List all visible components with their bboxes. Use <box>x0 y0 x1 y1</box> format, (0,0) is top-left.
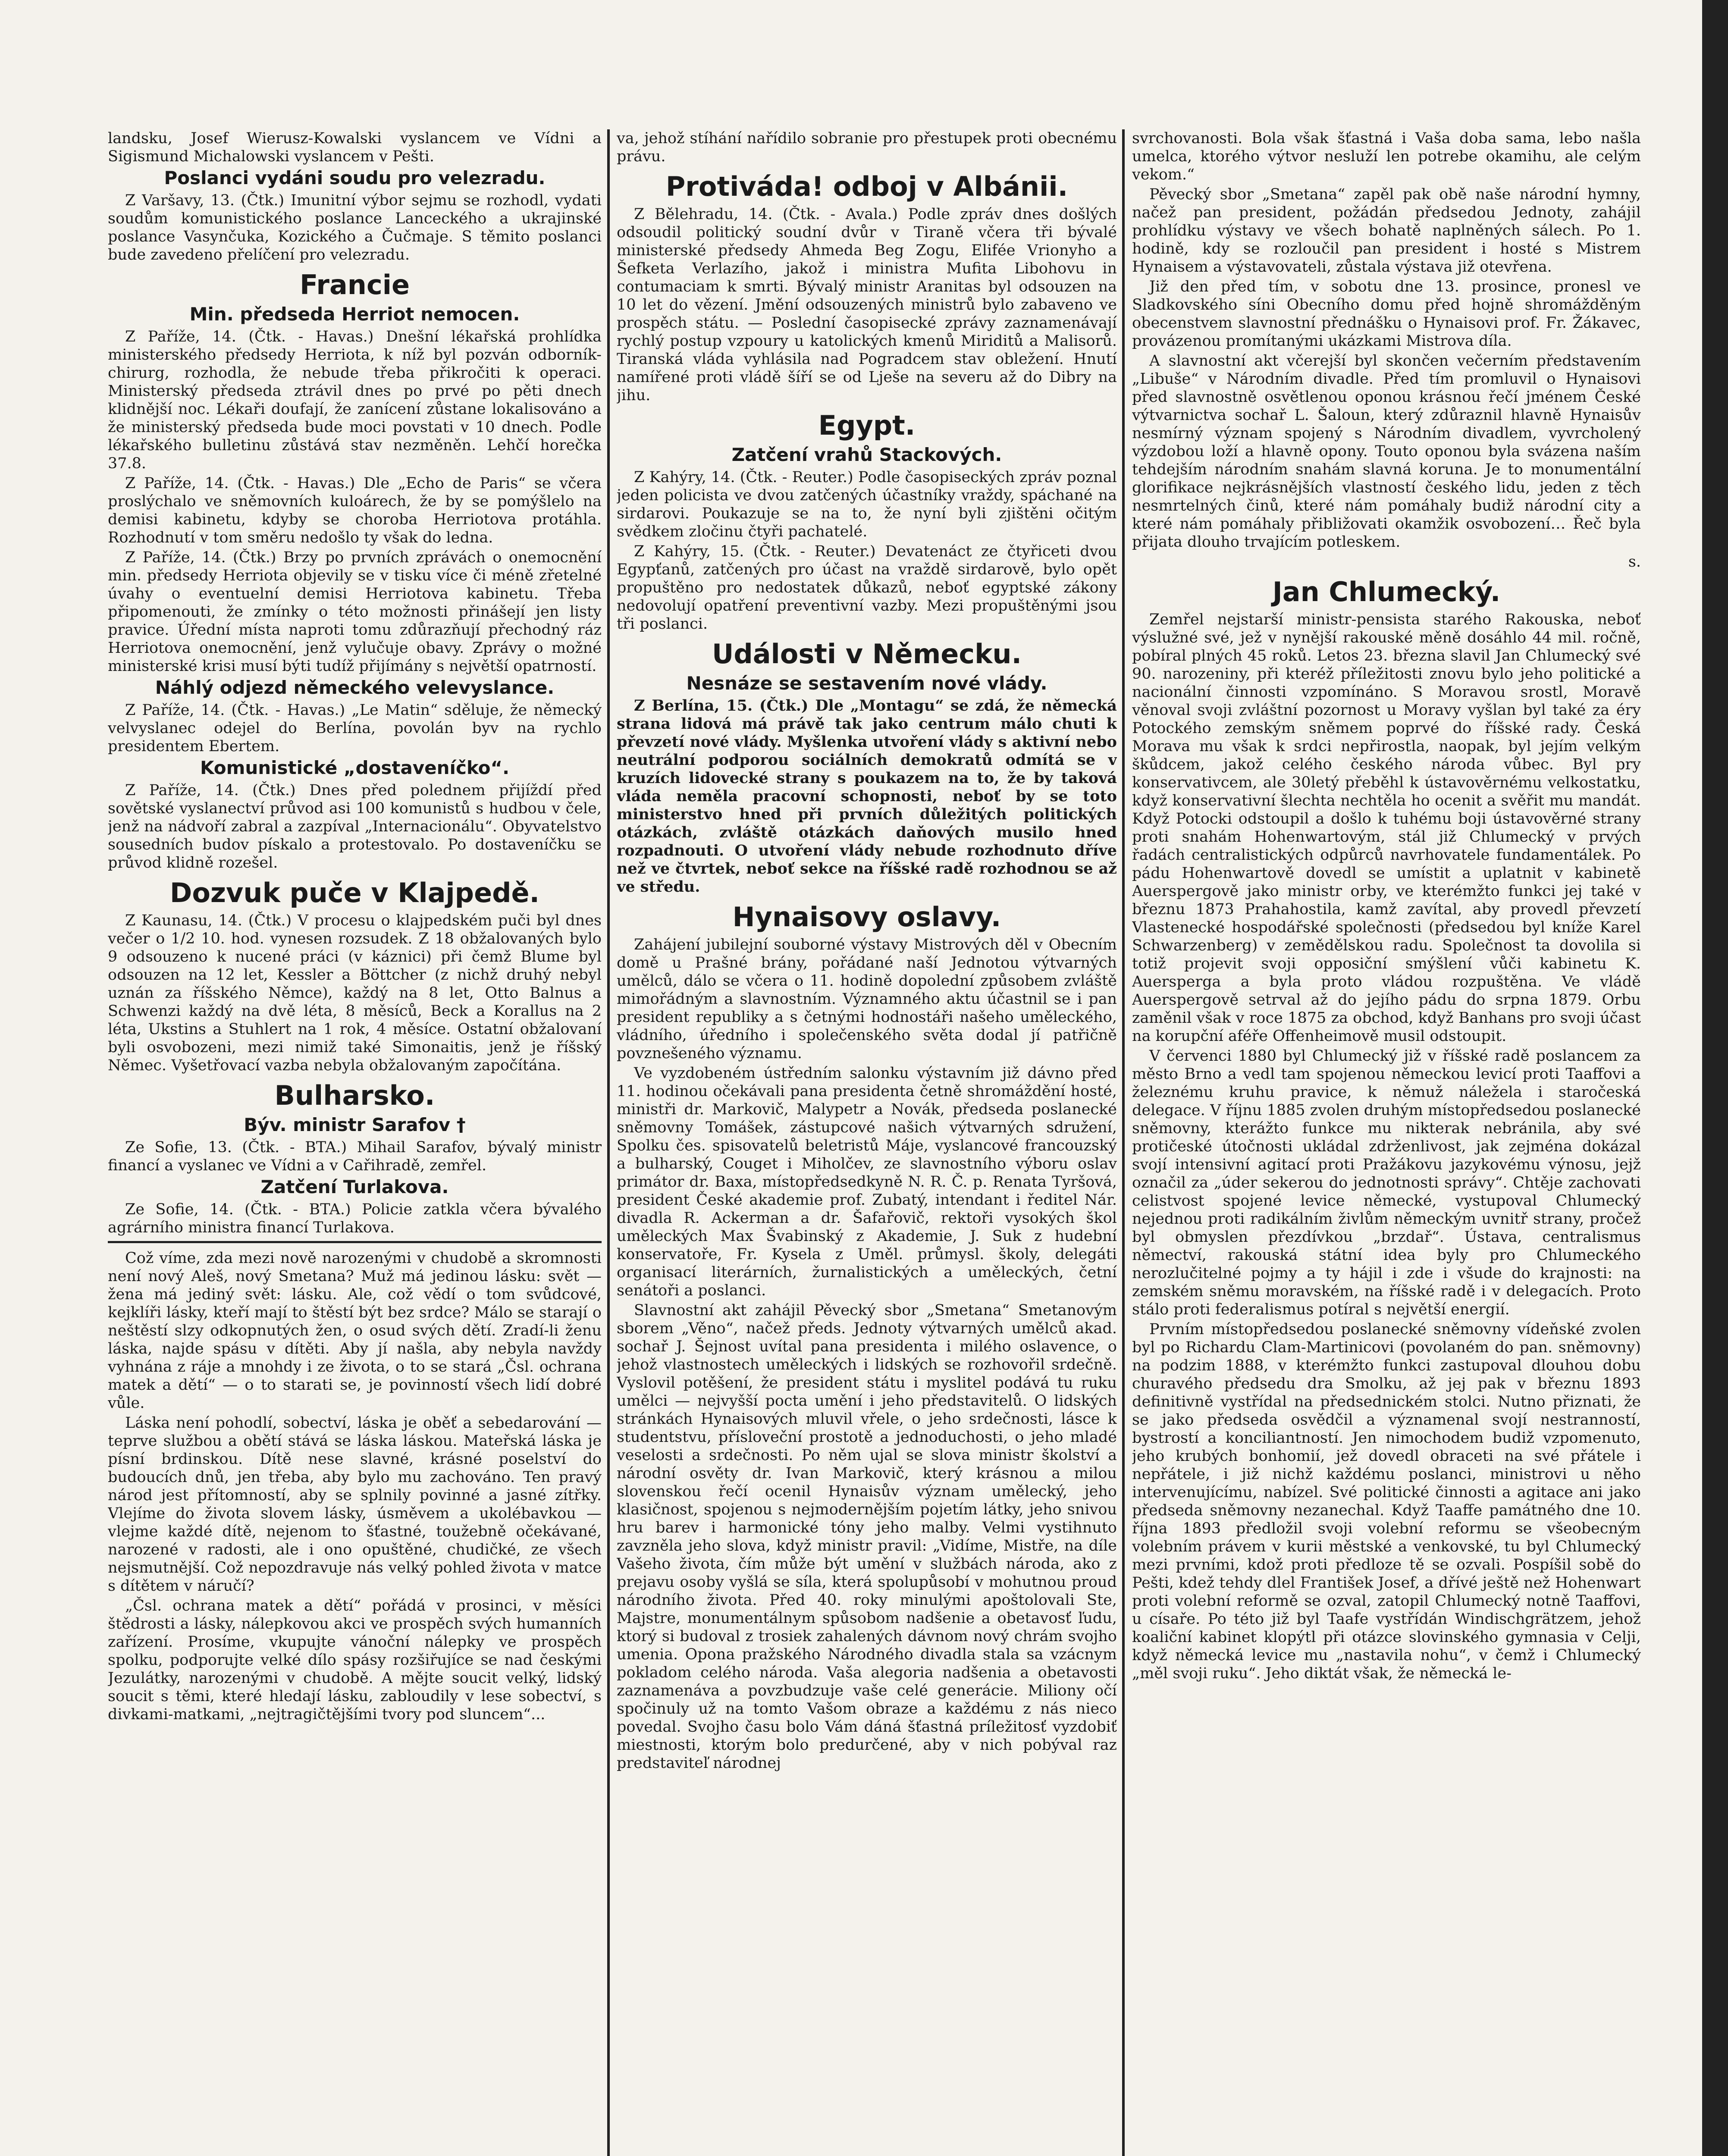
scan-edge <box>1702 0 1728 2156</box>
article-text: Z Paříže, 14. (Čtk. - Havas.) „Le Matin“ sděluje, že německý velvyslanec odejel do Berlína, povolán byv na rychlo presidentem Ebertem. <box>108 702 602 755</box>
section-subheading: Náhlý odjezd německého velevyslance. <box>155 677 555 698</box>
article-text: Z Berlína, 15. (Čtk.) Dle „Montagu“ se zdá, že německá strana lidová má právě tak jako centrum málo chuti k převzetí nové vlády. Myšlenka utvoření vlády s aktivní nebo neutrální podporou sociálních demokratů odmítá se v kruzích lidovecké strany s poukazem na to, že by taková vláda neměla pracovní schopnosti, neboť by se toto ministerstvo hned při prvních důležitých politických otázkách, zvláště otázkách daňových musilo hned rozpadnouti. O utvoření vlády nebude rozhodnuto dříve než ve čtvrtek, neboť sekce na říšské radě rozhodnou se až ve středu. <box>617 697 1117 896</box>
article-text: Ze Sofie, 13. (Čtk. - BTA.) Mihail Sarafov, bývalý ministr financí a vyslanec ve Vídni a v Cařihradě, zemřel. <box>108 1139 602 1174</box>
article-text: Z Kahýry, 14. (Čtk. - Reuter.) Podle časopiseckých zpráv poznal jeden policista ve dvou zatčených účastníky vraždy, spáchané na sirdarovi. Poukazuje se na to, že nyní byli zjištěni očitým svědkem zločinu čtyři pachatelé. <box>617 469 1117 540</box>
article-text: Již den před tím, v sobotu dne 13. prosince, pronesl ve Sladkovského síni Obecního domu před hojně shromážděným obecenstvem slavnostní přednášku o Hynaisovi prof. Fr. Žákavec, provázenou promítanými ukázkami Mistrova díla. <box>1132 278 1641 350</box>
section-heading: Protiváda! odboj v Albánii. <box>665 171 1068 202</box>
article-text: Z Kahýry, 15. (Čtk. - Reuter.) Devatenáct ze čtyřiceti dvou Egypťanů, zatčených pro účast na vraždě sirdarově, bylo opět propuštěno pro nedostatek důkazů, neboť egyptské zákony nedovolují opatření preventivní vazby. Mezi propuštěnými jsou tři poslanci. <box>617 543 1117 633</box>
section-subheading: Býv. ministr Sarafov † <box>244 1114 466 1135</box>
article-text: Z Paříže, 14. (Čtk. - Havas.) Dle „Echo de Paris“ se včera proslýchalo ve sněmovních kuloárech, že by se pomýšlelo na demisi kabinetu, kdyby se choroba Herriotova protáhla. Rozhodnutí v tom směru nedošlo ty však do ledna. <box>108 475 602 546</box>
section-heading: Dozvuk puče v Klajpedě. <box>169 877 540 909</box>
article-text: Ze Sofie, 14. (Čtk. - BTA.) Policie zatkla včera bývalého agrárního ministra financí Turlakova. <box>108 1201 602 1236</box>
column-rule-left <box>607 129 610 2156</box>
article-text: Pěvecký sbor „Smetana“ zapěl pak obě naše národní hymny, načež pan president, požádán předsedou Jednoty, zahájil prohlídku výstavy ve všech bohatě naplněných sálech. Po 1. hodině, kdy se rozloučil pan president i hosté s Mistrem Hynaisem a výstavovateli, zůstala výstava již otevřena. <box>1132 186 1641 276</box>
section-heading: Egypt. <box>818 410 916 441</box>
article-text: Prvním místopředsedou poslanecké sněmovny vídeňské zvolen byl po Richardu Clam-Martinicovi (povolaném do pan. sněmovny) na podzim 1888, v kterémžto funkci zastupoval dlouhou dobu churavého předsedu dra Smolku, až jej pak v březnu 1893 definitivně vystřídal na předsednickém stolci. Nutno přiznati, že se jako předseda osvědčil a významenal svojí nestranností, bystrostí a konciliantností. Jen nimochodem budiž vzpomenuto, jeho krubých bonhomií, jež dovedl obraceti na své přátele i nepřátele, i již nichž každému poslanci, ministrovi u něho intervenujícímu, nabízel. Své politické činnosti a agitace ani jako předseda sněmovny nezanechal. Když Taaffe památného dne 10. října 1893 předložil svoji volební reformu se všeobecným volebním právem v kurii městské a venkovské, tu byl Chlumecký mezi prvními, kdož proti předloze tě se ozvali. Pospíšil sobě do Pešti, kdež tehdy dlel František Josef, a dřívé ještě než Hohenwart proti volební reformě se ozval, zatopil Chlumecký notně Taaffovi, u císaře. Po této již byl Taafe vystřídán Windischgrätzem, jehož koaliční kabinet klopýtl při otázce slovinského gymnasia v Celji, když německá levice mu „nastavila nohu“, v čemž i Chlumecký „měl svoji ruku“. Jeho diktát však, že německá le- <box>1132 1321 1641 1682</box>
feuilleton-text: „Čsl. ochrana matek a dětí“ pořádá v prosinci, v měsíci štědrosti a lásky, nálepkovou akci ve prospěch svých humanních zařízení. Prosíme, vkupujte vánoční nálepky ve prospěch spolku, podporujte velké dílo spásy rozšiřujíce se nad českými Jezulátky, narozenými v chudobě. A mějte soucit velký, lidský soucit s těmi, které hledají lásku, zabloudily v lese sobectví, s divkami-matkami, „nejtragičtějšími tvory pod sluncem“... <box>108 1597 602 1723</box>
section-subheading: Zatčení Turlakova. <box>260 1176 449 1197</box>
author-signature: s. <box>1628 553 1641 570</box>
article-text: Ve vyzdobeném ústředním salonku výstavním již dávno před 11. hodinou očekávali pana presidenta četně shromáždění hosté, ministři dr. Markovič, Malypetr a Novák, předseda poslanecké sněmovny Tomášek, zástupcové našich výtvarných sdružení, Spolku čes. spisovatelů beletristů Máje, vyslancové francouzský a bulharský, Couget i Miholčev, ze slavnostního výboru oslav primátor dr. Baxa, místopředsedkyně N. R. Č. p. Renata Tyršová, president České akademie prof. Zubatý, intendant i ředitel Nár. divadla R. Ackerman a dr. Šafařovič, rektoři vysokých škol uměleckých Max Švabinský z Akademie, J. Suk z hudební konservatoře, Fr. Kysela z Uměl. průmysl. školy, delegáti organisací literárních, žurnalistických a uměleckých, četní senátoři a poslanci. <box>617 1065 1117 1299</box>
article-text: V červenci 1880 byl Chlumecký již v říšské radě poslancem za město Brno a vedl tam spojenou německou levicí proti Taaffovi a železnému kruhu pravice, k němuž náležela i staročeská delegace. V říjnu 1885 zvolen druhým místopředsedou poslanecké sněmovny, kterážto funkce mu nikterak nebránila, aby své protičeské útočnosti ukládal zdrženlivost, jak zejména dokázal svojí intensivní agitací proti Pražákovu jazykovému výnosu, jejž označil za „úder sekerou do jednotnosti správy“. Chtěje zachovati celistvost spojené levice německé, vystupoval Chlumecký nejednou proti radikálním živlům německým uvnitř strany, pročež byl obmyslen přezdívkou „brzdař“. Ústava, centralismus němectví, rakouská státní idea byly pro Chlumeckého nerozlučitelné pojmy a ty hájil i zde i všude do krajnosti: na zemském sněmu moravském, na říšské radě i v delegacích. Proto stálo proti federalismus potíral s největší energií. <box>1132 1047 1641 1318</box>
section-heading: Bulharsko. <box>274 1080 435 1111</box>
feuilleton-text: Což víme, zda mezi nově narozenými v chudobě a skromnosti není nový Aleš, nový Smetana? Muž má jedinou lásku: svět — žena má jediný svět: lásku. Ale, což vědí o tom svůdcové, kejklíři lásky, kteří mají to štěstí být bez srdce? Málo se starají o neštěstí slzy odkopnutých žen, o osud svých dětí. Zradí-li ženu láska, najde spásu v dítěti. Aby jí našla, aby nebyla navždy vyhnána z ráje a mnohdy i ze života, o to se stará „Čsl. ochrana matek a dětí“ — o to starati se, je povinností všech lidí dobré vůle. <box>108 1250 602 1412</box>
column-2 <box>617 129 1117 2156</box>
article-text: Z Paříže, 14. (Čtk.) Brzy po prvních zprávách o onemocnění min. předsedy Herriota objevily se v tisku více či méně zřetelné úvahy o eventuelní demisi Herriotova kabinetu. Třeba připomenouti, že zmínky o této možnosti přinášejí jen listy pravice. Úřední místa naproti tomu zdůrazňují přechodný ráz Herriotova onemocnění, jenž vylučuje obavy. Zprávy o možné ministerské krisi musí býti tudíž přijímány s největší opatrností. <box>108 549 602 675</box>
article-text: Z Bělehradu, 14. (Čtk. - Avala.) Podle zpráv dnes došlých odsoudil politický soudní dvůr v Tiraně včera tři bývalé ministerské předsedy Ahmeda Beg Zogu, Elifée Vrionyho a Šefketa Verlazího, jakož i ministra Mufita Libohovu in contumaciam k smrti. Bývalý ministr Aranitas byl odsouzen na 10 let do vězení. Jmění odsouzených ministrů bylo zabaveno ve prospěch státu. — Poslední časopisecké zprávy zaznamenávají rychlý postup vzpoury u katolických kmenů Miriditů a Malisorů. Tiranská vláda vyhlásila nad Pogradcem stav obležení. Hnutí namířené proti vládě šíří se od Lješe na severu až do Dibry na jihu. <box>617 206 1117 404</box>
feuilleton-text: Láska není pohodlí, sobectví, láska je oběť a sebedarování — teprve službou a obětí stává se láska láskou. Mateřská láska je písní brdinskou. Dítě nese slavné, krásné poselství do budoucích dnů, jen třeba, aby bylo mu zachováno. Ten pravý národ jest přítomností, aby se splnily povinné a jasné zítřky. Vlejíme do života slovem lásky, úsměvem a ukolébavkou — vlejme každé dítě, nejenom to šťastné, toužebně očekávané, narozené v radosti, ale i ono opuštěné, chudičké, ze všech nejsmutnější. Což nepozdravuje nás velký pohled života v matce s dítětem v náručí? <box>108 1414 602 1595</box>
section-heading: Francie <box>300 269 410 301</box>
article-text: Z Paříže, 14. (Čtk. - Havas.) Dnešní lékařská prohlídka ministerského předsedy Herriota, k níž byl pozván odborník-chirurg, rozhodla, že nebude třeba přikročiti k operaci. Ministerský předseda ztrávil dnes po prvé po pěti dnech klidnější noc. Lékaři doufají, že zanícení zůstane lokalisováno a že ministerský předseda bude moci povstati v 10 dnech. Podle lékařského bulletinu zůstává stav nezměněn. Lehčí horečka 37.8. <box>108 328 602 472</box>
section-subheading: Min. předseda Herriot nemocen. <box>189 304 520 325</box>
article-text: Zemřel nejstarší ministr-pensista starého Rakouska, neboť výslužné své, jež v nynější rakouské měně dosáhlo 44 mil. ročně, pobíral plných 45 roků. Letos 23. března slavil Jan Chlumecký své 90. narozeniny, při kteréž příležitosti znovu bylo jeho politické a nacionální činnosti vzpomínáno. S Moravou srostl, Moravě věnoval svoji zvláštní pozornost u Moravy vyšlan byl také za éry Potockého zemským sněmem poprvé do říšské rady. Česká Morava mu však k srdci nepřirostla, naopak, byl jejím velkým škůdcem, jakož celého českého národa vůbec. Byl pry konservativcem, ale 30letý přeběhl k ústavověrnému velkostatku, když konservativní šlechta nechtěla ho ocenit a svěřit mu mandát. Když Potocki odstoupil a došlo k tuhému boji ústavověrné strany proti snahám Hohenwartovým, stál již Chlumecký v prvých řadách centralistických odpůrců navrhovatele fundamentálek. Po pádu Hohenwartově dovedl se umístit a uplatnit v kabinetě Auerspergově jako ministr orby, ve kterémžto funkci jej také v březnu 1873 Prahahostila, kamž zavítal, aby provedl převzetí Vlastenecké hospodářské společnosti (předsedou byl kníže Karel Schwarzenberg) v zemědělskou radu. Společnost ta dovolila si totiž projevit svoji opposiční smýšlení vůči kabinetu K. Auersperga a byla proto vládou rozpuštěna. Ve vládě Auerspergově setrval až do jejího pádu do srpna 1879. Orbu zaměnil však v roce 1875 za obchod, když Banhans pro svoji účast na korupční aféře Offenheimově musil odstoupit. <box>1132 611 1641 1045</box>
section-heading: Hynaisovy oslavy. <box>732 901 1001 933</box>
section-subheading: Zatčení vrahů Stackových. <box>731 444 1002 465</box>
article-text: svrchovanosti. Bola však šťastná i Vaša doba sama, lebo našla umelca, ktorého výtvor nesluží len potrebe okamihu, ale celým vekom.“ <box>1132 130 1641 183</box>
article-text: Slavnostní akt zahájil Pěvecký sbor „Smetana“ Smetanovým sborem „Věno“, načež předs. Jednoty výtvarných umělců akad. sochař J. Šejnost uvítal pana presidenta i milého oslavence, o jehož vlastnostech uměleckých i lidských se rozhovořil srdečně. Vyslovil potěšení, že president státu i myslitel podává tu ruku umělci — nejvyšší pocta umění i jeho představitelů. O lidských stránkách Hynaisových mluvil vřele, o jeho srdečnosti, lásce k studentstvu, přísloveční prostotě a jednoduchosti, o jeho mladé veselosti a srdečnosti. Po něm ujal se slova ministr školství a národní osvěty dr. Ivan Markovič, který krásnou a milou slovenskou řečí ocenil Hynaisův význam umělecký, jeho klasičnost, spojenou s nejmodernějším pojetím látky, jeho snivou hru barev i harmonické tóny jeho malby. Velmi vystihnuto zavzněla jeho slova, když ministr pravil: „Vidíme, Mistře, na díle Vašeho života, čím může být umění v službách národa, ako z prejavu osoby vyšlá se síla, která spolupůsobí v mohutnou proud národního života. Před 40. roky minulými apoštolovali Ste, Majstre, monumentálnym spůsobom nadšenie a obetavosť ľudu, ktorý si budoval z trosiek zahalených dávnom nový chrám svojho umenia. Opona pražského Národného divadla stala sa vzácnym pokladom celého národa. Vaša alegoria nadšenia a obetavosti zaznamenáva a povzbudzuje vaše celé generácie. Miliony očí spočinuly už na tomto Vašom obraze a každému z nás nieco povedal. Svojho času bolo Vám dáná šťastná príležitosť vyzdobiť miestnosti, ktorým bolo predurčené, aby v nich pobýval raz predstaviteľ národnej <box>617 1302 1117 1772</box>
feuilleton-divider <box>108 1241 602 1243</box>
article-text: A slavnostní akt včerejší byl skončen večerním představením „Libuše“ v Národním divadle. Před tím promluvil o Hynaisovi před slavnostně osvětlenou oponou krásnou řečí jménem České výtvarnictva sochař L. Šaloun, který zdůraznil hlavně Hynaisův nesmírný význam spojený s Národním divadlem, vyvrcholený výzdobou loží a hlavně opony. Touto oponou byla svázena naším tehdejším národním snahám slavná koruna. Je to monumentální glorifikace nejkrásnějších vlastností českého lidu, jeden z těch nesmrtelných činů, které nám pomáhaly budiž národní city a které nám pomáhaly přibližovati okamžik osvobození… Řeč byla přijata dlouho trvajícím potleskem. <box>1132 352 1641 551</box>
section-heading: Jan Chlumecký. <box>1272 576 1501 608</box>
column-1 <box>108 129 602 2156</box>
article-text: Z Varšavy, 13. (Čtk.) Imunitní výbor sejmu se rozhodl, vydati soudům komunistického poslance Lanceckého a ukrajinské poslance Vasynčuka, Kozického a Čučmaje. S těmito poslanci bude zavedeno přelíčení pro velezradu. <box>108 192 602 263</box>
article-text: Z Kaunasu, 14. (Čtk.) V procesu o klajpedském puči byl dnes večer o 1/2 10. hod. vynesen rozsudek. Z 18 obžalovaných bylo 9 odsouzeno k nucené práci (v káznici) při čemž Blume byl odsouzen na 12 let, Kessler a Böttcher (z nichž druhý nebyl uznán za říšského Němce), každý na 8 let, Otto Balnus a Schwenzi každý na dvě léta, 8 měsíců, Beck a Korallus na 2 léta, Ukstins a Stuhlert na 1 rok, 4 měsíce. Ostatní obžalovaní byli osvobozeni, mezi nimiž také Simonaitis, jenž je říšský Němec. Vyšetřovací vazba nebyla obžalovaným započítána. <box>108 912 602 1074</box>
article-text: va, jehož stíhání nařídilo sobranie pro přestupek proti obecnému právu. <box>617 130 1117 165</box>
column-3 <box>1132 129 1641 2156</box>
column-rule-right <box>1122 129 1125 2156</box>
article-text: Z Paříže, 14. (Čtk.) Dnes před polednem přijíždí před sovětské vyslanectví průvod asi 100 komunistů s hudbou v čele, jenž na nádvoří zabral a zazpíval „Internacionálu“. Obyvatelstvo sousedních budov pískalo a protestovalo. Po dostaveníčku se průvod klidně rozešel. <box>108 782 602 871</box>
section-subheading: Poslanci vydáni soudu pro velezradu. <box>164 167 546 188</box>
section-subheading: Nesnáze se sestavením nové vlády. <box>686 673 1047 694</box>
article-text: Zahájení jubilejní souborné výstavy Mistrových děl v Obecním domě u Prašné brány, pořádané naší Jednotou výtvarných umělců, dálo se včera o 11. hodině dopolední způsobem zvláště mimořádným a slavnostním. Významného aktu účastnil se i pan president republiky a s četnými hodnostáři našeho uměleckého, vládního, úředního i společenského světa dodal jí patřičně povznešeného významu. <box>617 936 1117 1062</box>
section-heading: Události v Německu. <box>712 638 1022 670</box>
article-text: landsku, Josef Wierusz-Kowalski vyslancem ve Vídni a Sigismund Michalowski vyslancem v Pešti. <box>108 130 602 165</box>
section-subheading: Komunistické „dostaveníčko“. <box>200 757 510 778</box>
